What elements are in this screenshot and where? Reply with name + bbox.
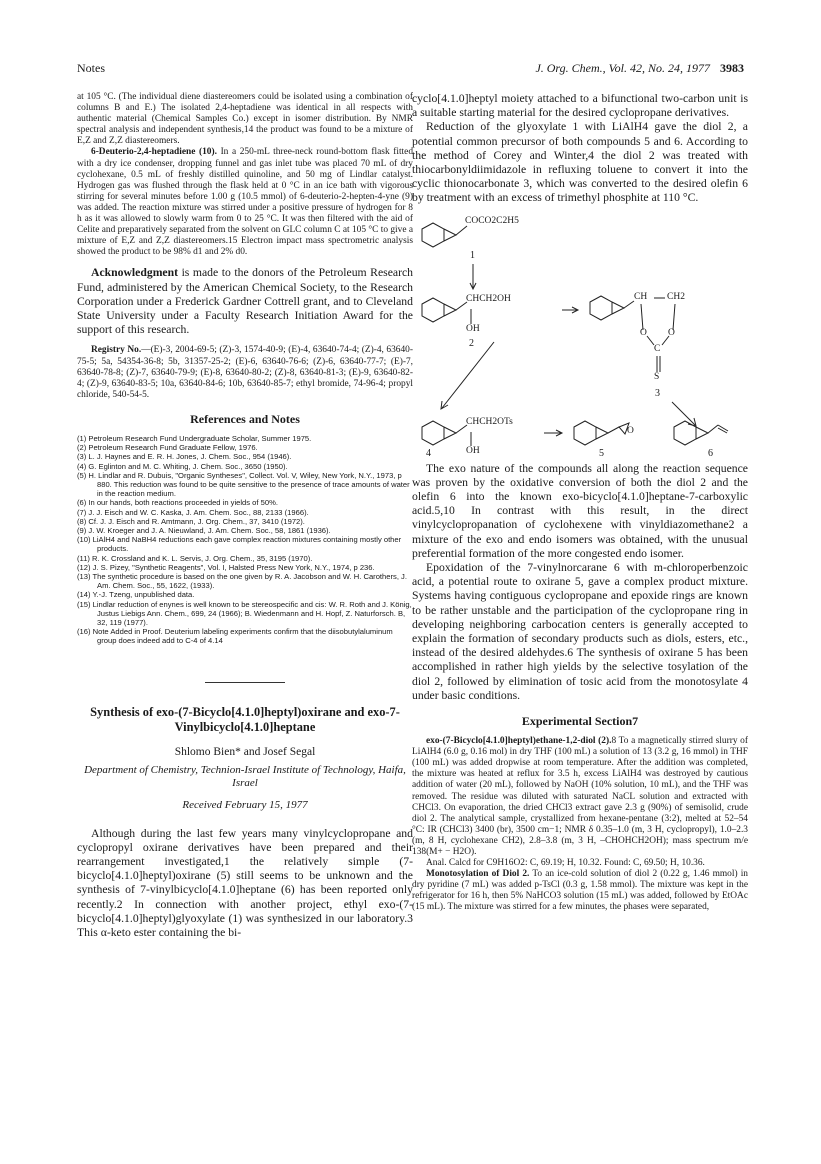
reference-item: (13) The synthetic procedure is based on the one given by R. A. Jacobson and W. H. Carothers, J. Am. Chem. Soc., 55, 1622, (1933).: [77, 571, 407, 591]
scheme-graphic: [412, 212, 748, 458]
reference-item: (6) In our hands, both reactions proceeded in yields of 50%.: [77, 498, 278, 508]
bond-1: [456, 226, 467, 235]
reference-item: (5) H. Lindlar and R. Dubuis, "Organic Syntheses", Collect. Vol. V, Wiley, New York, N.Y., 1973, p 880. This reduction was found to be quite sensitive to the presence of trace amounts of water in the reaction medium.: [77, 470, 410, 499]
article-intro: Although during the last few years many vinylcyclopropane and cyclopropyl oxirane derivatives have been prepared and their rearrangement investigated,1 the relatively simple (7-bicyclo[4.1.0]heptyl)oxirane (5) still seems to be unknown and the synthesis of 7-vinylbicyclo[4.1.0]heptane (6) has been reported only recently.2 In connection with another project, ethyl exo-(7-bicyclo[4.1.0]heptyl)glyoxylate (1) was synthesized in our laboratory.3 This α-keto ester containing the bi-: [77, 826, 413, 939]
reference-item: (2) Petroleum Research Fund Graduate Fellow, 1976.: [77, 443, 258, 453]
reference-item: (4) G. Eglinton and M. C. Whiting, J. Chem. Soc., 3650 (1950).: [77, 461, 288, 471]
cyclopropane-ring-2: [444, 304, 456, 316]
cyclopropane-ring-3: [612, 302, 624, 314]
reference-item: (12) J. S. Pizey, "Synthetic Reagents", Vol. I, Halsted Press New York, N.Y., 1974, p 236.: [77, 562, 375, 572]
reference-item: (7) J. J. Eisch and W. C. Kaska, J. Am. Chem. Soc., 88, 2133 (1966).: [77, 507, 309, 517]
references-heading: References and Notes: [190, 411, 300, 426]
page-number: 3983: [720, 61, 744, 75]
monotosylation-text: To an ice-cold solution of diol 2 (0.22 g, 1.46 mmol) in dry pyridine (7 mL) was added p-TsCl (0.3 g, 1.58 mmol). The mixture was kept in the refrigerator for 16 h, then 5% NaHCO3 solution (15 mL) was added, followed by EtOAc (15 mL). The mixture was stirred for a few minutes, the phases were separated,: [412, 869, 748, 913]
cyclohexane-ring-6: [674, 421, 696, 445]
reference-item: (14) Y.-J. Tzeng, unpublished data.: [77, 590, 195, 600]
references-list: [77, 434, 413, 646]
cyclopropane-ring-1: [444, 229, 456, 241]
registry-text: —(E)-3, 2004-69-5; (Z)-3, 1574-40-9; (E)-4, 63640-74-4; (Z)-4, 63640-75-5; 5a, 54354-36-8; 5b, 31357-25-2; (E)-6, 63640-76-6; (Z)-6, 63640-77-7; (E)-7, 63640-78-8; (Z)-7, 63640-79-9; (E)-8, 63640-80-2; (Z)-8, 63640-81-3; (E)-9, 63640-82-4; (Z)-9, 63640-83-5; 10a, 63640-84-6; 10b, 63640-85-7; ethyl bromide, 74-96-4; propyl chloride, 540-54-5.: [77, 345, 413, 400]
cyclopropane-ring-5: [596, 427, 608, 439]
compound-3-carbon: C: [654, 343, 661, 354]
compound-3-number: 3: [655, 387, 660, 399]
received-date: Received February 15, 1977: [182, 798, 308, 811]
article-authors: Shlomo Bien* and Josef Segal: [174, 745, 316, 758]
compound-2-substituent: CHCH2OH: [466, 293, 511, 304]
experimental-diol-text: 8 To a magnetically stirred slurry of LiAlH4 (6.0 g, 0.16 mol) in dry THF (100 mL) a solution of 13 (3.2 g, 16 mmol) in THF (100 mL) was added dropwise at room temperature. After the addition was completed, the mixture was heated at reflux for 3.5 h, excess LiAlH4 was destroyed by cautious addition of water (20 mL), followed by NaOH (10% solution, 10 mL), and the THF was removed. The residue was diluted with saturated NaCL solution and extracted with CHCl3. On evaporation, the dried CHCl3 extract gave 2.3 g (90%) of semisolid, crude diol 2. The analytical sample, crystallized from hexane-pentane (3:2), melted at 52–54 °C: IR (CHCl3) 3400 (br), 3500 cm−1; NMR δ 0.35–1.0 (m, 3 H, cyclopropyl), 1.0–2.3 (m, 8 H, cyclohexane CH2), 2.8–3.8 (m, 3 H, –CHOHCH2OH); mass spectrum m/e 138(M+ − H2O).: [412, 736, 748, 858]
compound-2-number: 2: [469, 337, 474, 349]
cyclohexane-ring-5: [574, 421, 596, 445]
registry-heading: Registry No.: [91, 345, 142, 356]
reference-item: (8) Cf. J. J. Eisch and R. Amtmann, J. Org. Chem., 37, 3410 (1972).: [77, 516, 305, 526]
article-affiliation: Department of Chemistry, Technion-Israel Institute of Technology, Haifa, Israel: [84, 763, 406, 790]
cyclopropane-ring-4: [444, 427, 456, 439]
experimental-diol-heading: exo-(7-Bicyclo[4.1.0]heptyl)ethane-1,2-diol (2).: [426, 736, 612, 747]
compound-6-number: 6: [708, 447, 713, 459]
acknowledgment-text: is made to the donors of the Petroleum Research Fund, administered by the American Chemical Society, to the Research Corporation under a Frederick Gardner Cottrell grant, and to Cleveland State University under a Faculty Research Initiation Award for the support of this research.: [77, 266, 413, 337]
compound-3-ch2: CH2: [667, 291, 685, 302]
monotosylation-paragraph: [412, 869, 748, 913]
deuterio-text: In a 250-mL three-neck round-bottom flask fitted with a dry ice condenser, dropping funnel and gas inlet tube was placed 70 mL of dry cyclohexane, 0.5 mL of freshly distilled quinoline, and 50 mg of Lindlar catalyst. Hydrogen gas was flushed through the flask held at 0 °C in an ice bath with vigorous stirring for several minutes before 1.00 g (10.5 mmol) of 6-deuterio-2-hepten-4-yne (9) was added. The reaction mixture was stirred under a positive pressure of hydrogen for 8 h as it was allowed to slowly warm from 0 to 25 °C. It was then filtered with the aid of Celite and preparatively separated from the solvent on GLC column C at 105 °C to give a mixture of E,Z and Z,Z diastereomers.15 Electron impact mass spectrometric analysis showed the product to be 98% d1 and 2% d0.: [77, 147, 414, 258]
intro-paragraph: at 105 °C. (The individual diene diastereomers could be isolated using a combination of columns B and E.) The isolated 2,4-heptadiene was identical in all respects with authentic material (Chemical Samples Co.) except in isomer distribution. By NMR spectral analysis and independent synthesis,14 the product was found to be a mixture of E,Z and Z,Z diastereomers.: [77, 92, 413, 147]
experimental-diol-paragraph: [412, 736, 748, 858]
experimental-heading: Experimental Section7: [521, 714, 639, 729]
reference-item: (15) Lindlar reduction of enynes is well known to be stereospecific and cis: W. R. Roth and J. König, Justus Liebigs Ann. Chem., 699, 24 (1966); B. Wiedenmann and H. Hopf, Z. Naturforsch. B, 32, 119 (1977).: [77, 599, 412, 627]
acknowledgment-heading: Acknowledgment: [91, 266, 179, 280]
article-divider: [205, 682, 285, 683]
compound-1-number: 1: [470, 249, 475, 261]
compound-4-number: 4: [426, 447, 431, 459]
running-header-section: Notes: [77, 61, 105, 75]
reference-item: (16) Note Added in Proof. Deuterium labeling experiments confirm that the diisobutylaluminum group does indeed add to C-4 of 4.14: [77, 627, 393, 646]
cyclohexane-ring-3: [590, 296, 612, 320]
compound-2-hydroxyl: OH: [466, 323, 480, 334]
journal-citation: J. Org. Chem., Vol. 42, No. 24, 1977: [535, 61, 710, 75]
compound-4-hydroxyl: OH: [466, 445, 480, 456]
arrow-2-4: [442, 342, 494, 408]
compound-4-substituent: CHCH2OTs: [466, 416, 513, 427]
reference-item: (3) L. J. Haynes and E. R. H. Jones, J. Chem. Soc., 954 (1946).: [77, 452, 292, 462]
cyclohexane-ring-2: [422, 298, 444, 322]
reference-item: (10) LiAlH4 and NaBH4 reductions each gave complex reaction mixtures containing mostly other products.: [77, 535, 402, 554]
reference-item: (11) R. K. Crossland and K. L. Servis, J. Org. Chem., 35, 3195 (1970).: [77, 553, 313, 563]
cyclopropane-ring-6: [696, 427, 708, 439]
cyclohexane-ring-1: [422, 223, 444, 247]
article-title: Synthesis of exo-(7-Bicyclo[4.1.0]heptyl)oxirane and exo-7-Vinylbicyclo[4.1.0]heptane: [90, 704, 400, 734]
compound-3-sulfur: S: [654, 371, 660, 382]
deuterio-heading: 6-Deuterio-2,4-heptadiene (10).: [91, 147, 217, 158]
right-column: [412, 92, 748, 914]
paragraph-epoxidation: Epoxidation of the 7-vinylnorcarane 6 with m-chloroperbenzoic acid, a potential route to oxirane 5, gave a complex product mixture. Systems having contiguous cyclopropane and epoxide rings are known to be rather unstable and the participation of the cyclopropane ring in developing neighboring carbocation centers is generally accepted to explain the formation of secondary products such as diols, esters, etc., instead of the desired aldehydes.6 The synthesis of oxirane 5 has been accomplished in rather high yields by the selective tosylation of the diol 2, followed by elimination of tosic acid from the monotosylate 4 under basic conditions.: [412, 561, 748, 702]
reaction-scheme: [412, 212, 748, 458]
compound-1-substituent: COCO2C2H5: [465, 215, 519, 226]
compound-5-oxygen: O: [627, 425, 634, 436]
running-header-journal: [535, 61, 744, 76]
left-column: [77, 92, 413, 940]
acknowledgment-paragraph: [77, 266, 413, 337]
reference-item: (1) Petroleum Research Fund Undergraduate Scholar, Summer 1975.: [77, 433, 312, 443]
paragraph-exo-nature: The exo nature of the compounds all along the reaction sequence was proven by the oxidative conversion of both the diol 2 and the olefin 6 into the known exo-bicyclo[4.1.0]heptane-7-carboxylic acid.5,10 In contrast with this result, in the direct vinylcyclopropanation of cyclohexene with vinyldiazomethane2 a mixture of the exo and endo isomers was obtained, with the unusual preferential formation of the more congested endo isomer.: [412, 461, 748, 560]
cyclohexane-ring-4: [422, 421, 444, 445]
compound-3-oxygen-right: O: [668, 327, 675, 338]
monotosylation-heading: Monotosylation of Diol 2.: [426, 869, 530, 880]
registry-paragraph: [77, 345, 413, 400]
elemental-analysis: Anal. Calcd for C9H16O2: C, 69.19; H, 10.32. Found: C, 69.50; H, 10.36.: [426, 858, 705, 869]
compound-3-oxygen-left: O: [640, 327, 647, 338]
paragraph-moiety: cyclo[4.1.0]heptyl moiety attached to a bifunctional two-carbon unit is a suitable starting material for the desired cyclopropane derivatives.: [412, 92, 748, 120]
compound-5-number: 5: [599, 447, 604, 459]
paragraph-reduction: Reduction of the glyoxylate 1 with LiAlH4 gave the diol 2, a potential common precursor of both compounds 5 and 6. According to the method of Corey and Winter,4 the diol 2 was treated with thiocarbonyldiimidazole in refluxing toluene to convert it into the cyclic thionocarbonate 3, which was converted to the desired olefin 6 by treatment with an excess of trimethyl phosphite at 110 °C.: [412, 120, 748, 205]
compound-3-ch: CH: [634, 291, 648, 302]
reference-item: (9) J. W. Kroeger and J. A. Nieuwland, J. Am. Chem. Soc., 58, 1861 (1936).: [77, 525, 331, 535]
deuterio-paragraph: [77, 147, 413, 258]
